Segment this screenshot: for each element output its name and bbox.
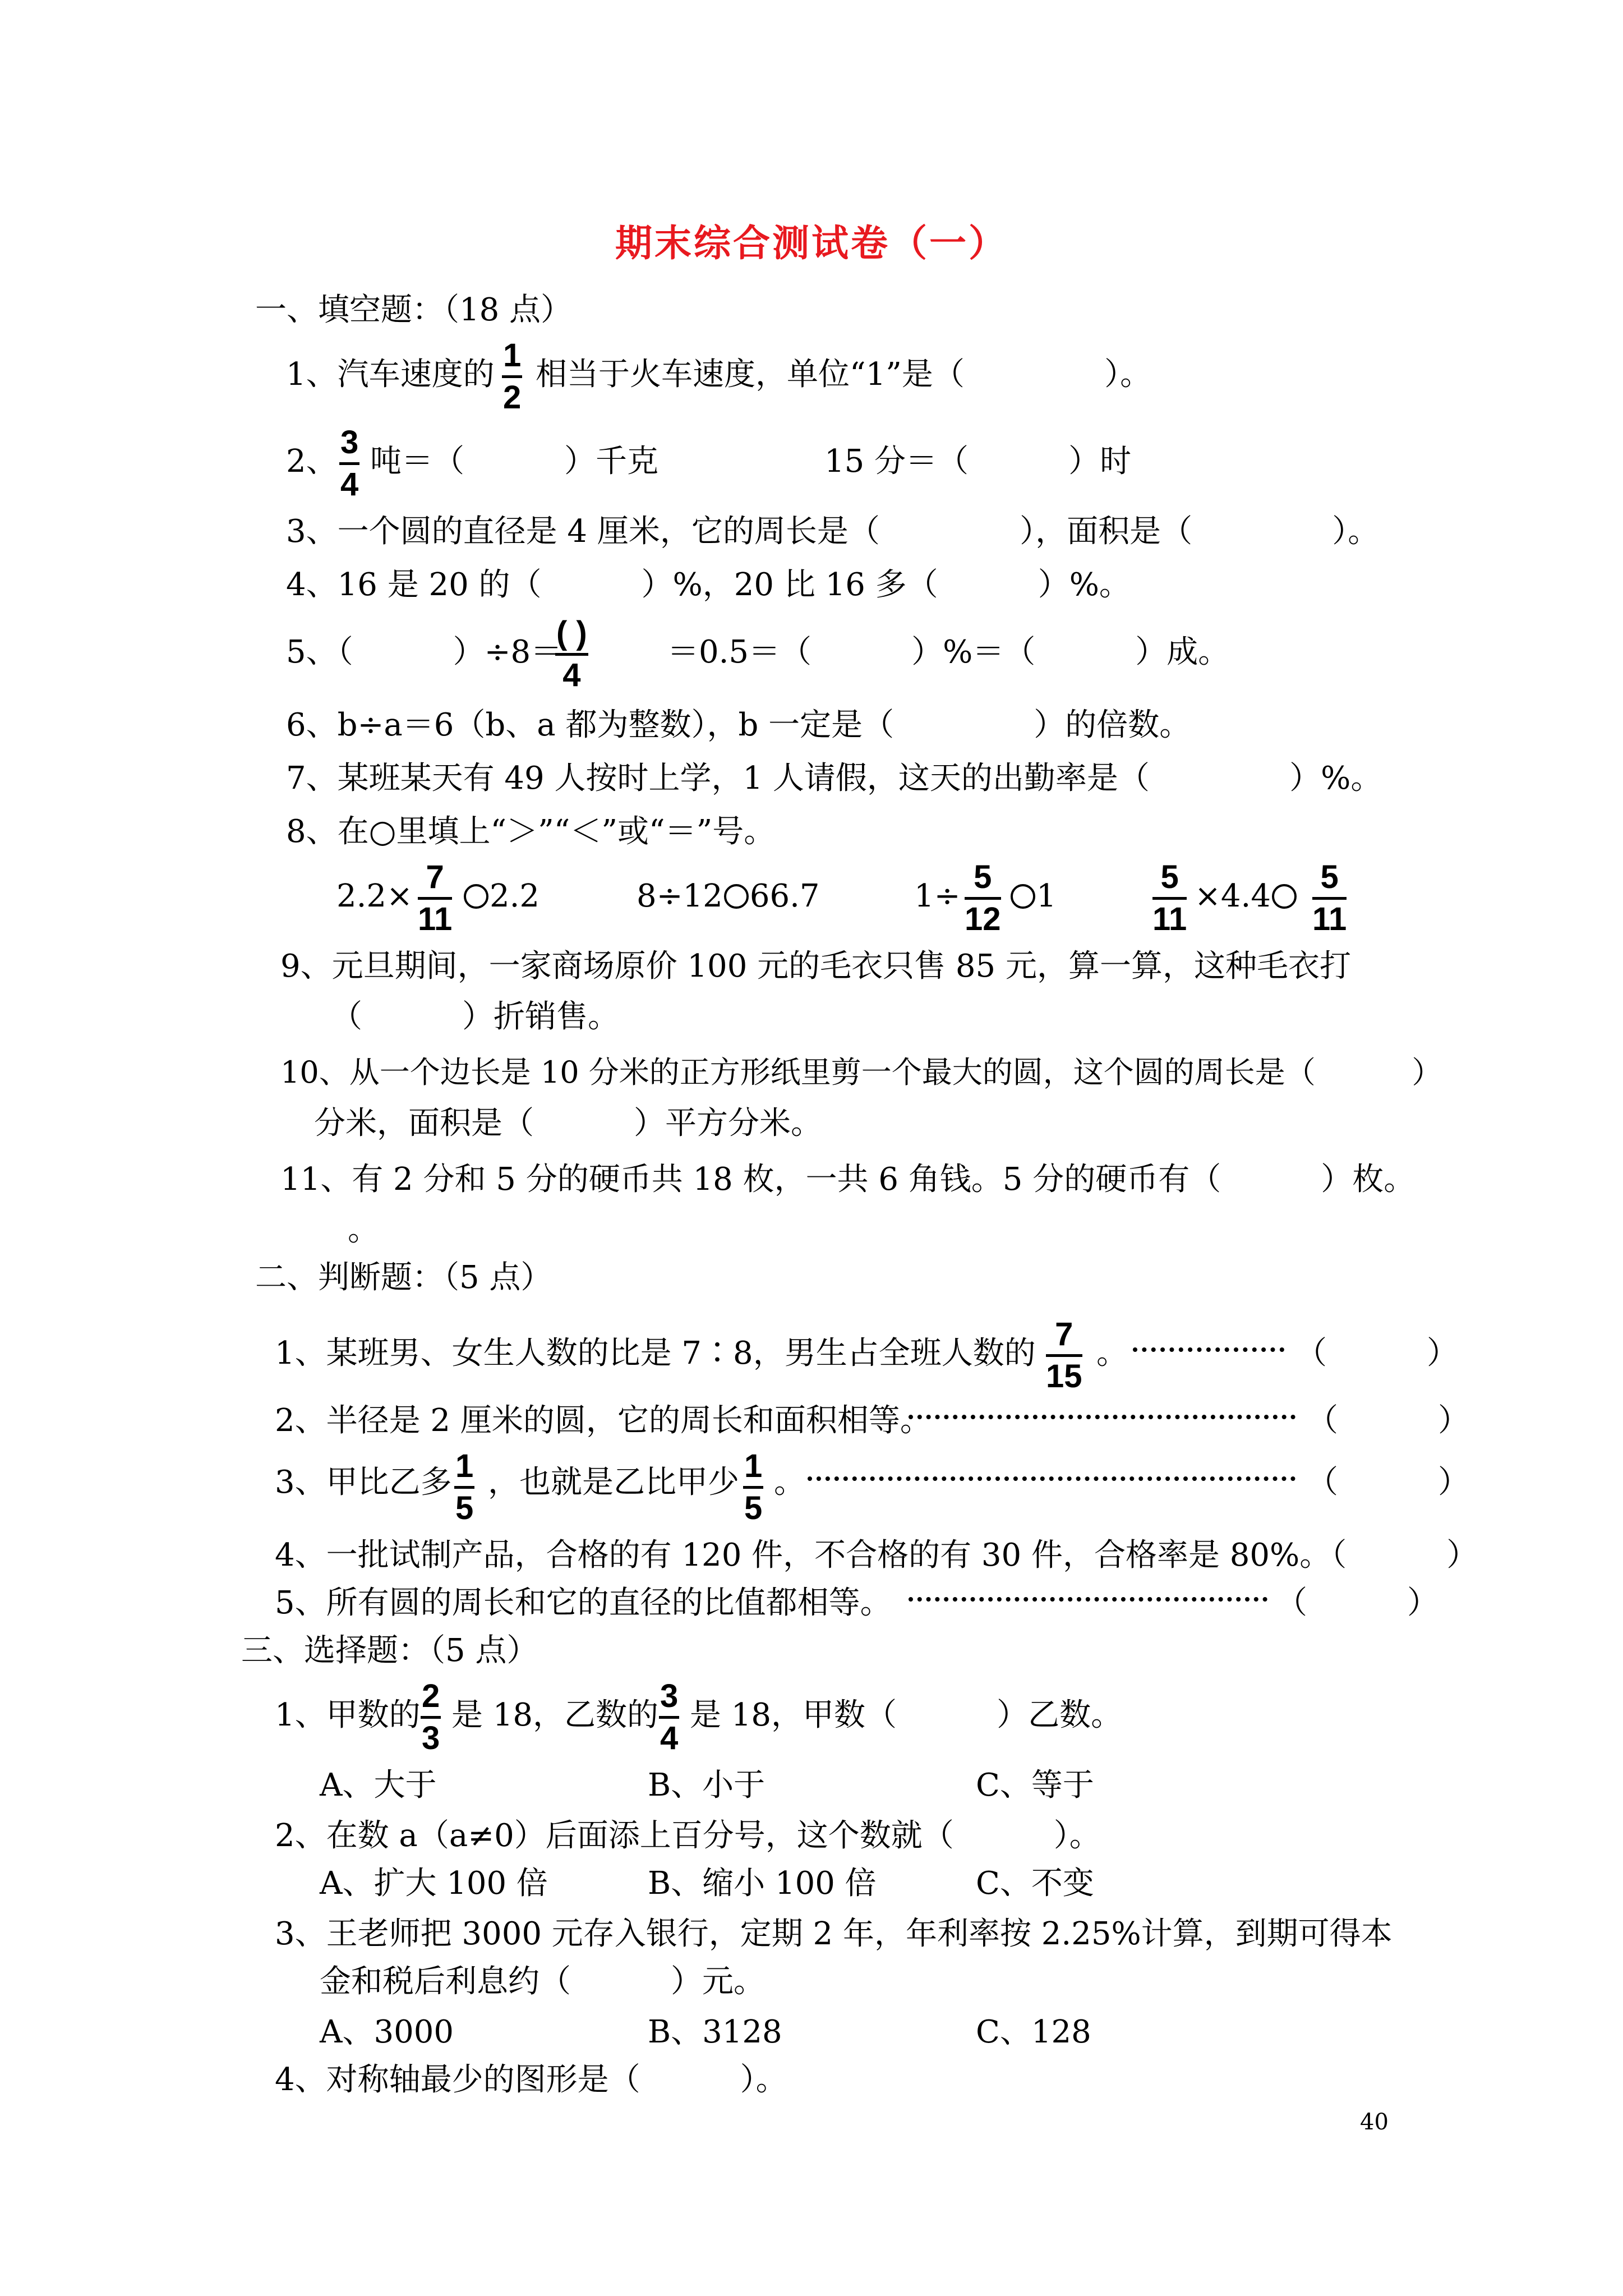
q3-3-option-a: A、3000 bbox=[320, 2014, 454, 2050]
q1-2-text-b: 吨＝（ ）千克 bbox=[370, 443, 659, 480]
fraction: 1 5 bbox=[455, 1448, 474, 1526]
q2-2-answer: （ ） bbox=[1307, 1402, 1470, 1439]
page-number: 40 bbox=[1360, 2109, 1389, 2135]
q2-5-text: 5、所有圆的周长和它的直径的比值都相等。 bbox=[275, 1585, 892, 1621]
q3-3-option-b: B、3128 bbox=[648, 2014, 782, 2050]
q1-8-item2 bbox=[637, 878, 820, 914]
q3-1-option-c: C、等于 bbox=[976, 1767, 1094, 1803]
dotted-leader bbox=[1133, 1347, 1284, 1352]
q2-1-text-a: 1、某班男、女生人数的比是 7∶8，男生占全班人数的 bbox=[275, 1335, 1036, 1372]
q3-2-option-b: B、缩小 100 倍 bbox=[648, 1865, 877, 1902]
fraction: 7 11 bbox=[418, 859, 453, 937]
section-heading-fill-blank: 一、填空题：（18 点） bbox=[255, 292, 573, 328]
q1-10-line2: 分米，面积是（ ）平方分米。 bbox=[314, 1105, 823, 1142]
q3-1-text-c: 是 18，甲数（ ）乙数。 bbox=[690, 1697, 1123, 1733]
q3-2: 2、在数 a（a≠0）后面添上百分号，这个数就（ ）。 bbox=[275, 1818, 1101, 1854]
q2-3-text-a: 3、甲比乙多 bbox=[275, 1464, 452, 1501]
q1-7: 7、某班某天有 49 人按时上学，1 人请假，这天的出勤率是（ ）%。 bbox=[286, 760, 1382, 797]
q1-3: 3、一个圆的直径是 4 厘米，它的周长是（ ），面积是（ ）。 bbox=[286, 513, 1380, 550]
q1-2-text-a: 2、 bbox=[286, 443, 338, 480]
q2-1-answer: （ ） bbox=[1295, 1335, 1459, 1372]
circle-icon bbox=[724, 884, 749, 909]
q3-1-text-a: 1、甲数的 bbox=[275, 1697, 421, 1733]
dotted-leader bbox=[909, 1597, 1267, 1602]
q1-9-line1: 9、元旦期间，一家商场原价 100 元的毛衣只售 85 元，算一算，这种毛衣打 bbox=[280, 948, 1351, 984]
circle-icon bbox=[1011, 884, 1035, 909]
fraction: 1 2 bbox=[503, 337, 522, 416]
q3-1-option-a: A、大于 bbox=[320, 1767, 437, 1803]
q1-8-item4-a bbox=[1195, 878, 1298, 914]
circle-icon bbox=[464, 884, 488, 909]
q1-1-text-b: 相当于火车速度，单位“1”是（ ）。 bbox=[536, 356, 1152, 393]
q3-2-option-c: C、不变 bbox=[976, 1865, 1094, 1902]
q1-2-text-c: 15 分＝（ ）时 bbox=[824, 443, 1132, 480]
q2-2-text: 2、半径是 2 厘米的圆，它的周长和面积相等。 bbox=[275, 1402, 932, 1439]
q3-3-line1: 3、王老师把 3000 元存入银行，定期 2 年，年利率按 2.25%计算，到期可得本 bbox=[275, 1916, 1393, 1952]
q1-5-text-b: ＝0.5＝（ ）%＝（ ）成。 bbox=[667, 634, 1230, 670]
q2-3-text-b: ，也就是乙比甲少 bbox=[488, 1464, 739, 1501]
fraction: 5 11 bbox=[1312, 859, 1347, 937]
fraction: 2 3 bbox=[422, 1678, 440, 1756]
q1-6: 6、b÷a＝6（b、a 都为整数），b 一定是（ ）的倍数。 bbox=[286, 707, 1191, 743]
q2-3-answer: （ ） bbox=[1307, 1464, 1470, 1501]
fraction: 3 4 bbox=[660, 1678, 679, 1756]
dotted-leader bbox=[808, 1476, 1295, 1481]
q3-1-text-b: 是 18，乙数的 bbox=[451, 1697, 659, 1733]
q3-4: 4、对称轴最少的图形是（ ）。 bbox=[275, 2062, 787, 2098]
q1-8-item4-value: ×4.4 bbox=[1195, 878, 1271, 914]
q1-8-item3-a: 1÷ bbox=[914, 878, 961, 914]
q1-1-text-a: 1、汽车速度的 bbox=[286, 356, 495, 393]
section-heading-choice: 三、选择题：（5 点） bbox=[241, 1632, 538, 1669]
q3-3-option-c: C、128 bbox=[976, 2014, 1091, 2050]
fraction: 3 4 bbox=[340, 424, 359, 503]
q1-8-item2-a: 8÷12 bbox=[637, 878, 723, 914]
fraction: ( ) 4 bbox=[556, 615, 587, 693]
q1-9-line2: （ ）折销售。 bbox=[331, 999, 620, 1035]
q1-8-item1-value: 2.2 bbox=[490, 878, 540, 914]
q2-4: 4、一批试制产品，合格的有 120 件，不合格的有 30 件，合格率是 80%。（ ） bbox=[275, 1537, 1478, 1573]
fraction: 5 11 bbox=[1152, 859, 1187, 937]
fraction: 1 5 bbox=[744, 1448, 763, 1526]
q1-8-item1-a: 2.2× bbox=[336, 878, 413, 914]
q2-3-text-c: 。 bbox=[774, 1464, 805, 1501]
q1-8-item2-b: 66.7 bbox=[749, 878, 820, 914]
dotted-leader bbox=[909, 1415, 1295, 1419]
q3-1-option-b: B、小于 bbox=[648, 1767, 766, 1803]
q1-11-line2: 。 bbox=[348, 1212, 379, 1248]
q1-5-text-a: 5、（ ）÷8＝ bbox=[286, 634, 562, 670]
q1-4: 4、16 是 20 的（ ）%，20 比 16 多（ ）%。 bbox=[286, 567, 1131, 603]
q1-8: 8、在○里填上“＞”“＜”或“＝”号。 bbox=[286, 813, 776, 850]
q3-2-option-a: A、扩大 100 倍 bbox=[320, 1865, 548, 1902]
q1-11-line1: 11、有 2 分和 5 分的硬币共 18 枚，一共 6 角钱。5 分的硬币有（ ）枚。 bbox=[280, 1161, 1415, 1198]
q1-10-line1: 10、从一个边长是 10 分米的正方形纸里剪一个最大的圆，这个圆的周长是（ ） bbox=[280, 1055, 1442, 1090]
circle-icon bbox=[1272, 884, 1297, 909]
fraction: 5 12 bbox=[965, 859, 1001, 937]
fraction: 7 15 bbox=[1046, 1316, 1082, 1395]
section-heading-true-false: 二、判断题：（5 点） bbox=[255, 1259, 552, 1296]
q3-3-line2: 金和税后利息约（ ）元。 bbox=[320, 1963, 766, 2000]
q2-5-answer: （ ） bbox=[1276, 1585, 1439, 1621]
q1-8-item3-b bbox=[1009, 878, 1057, 914]
q1-8-item1-b bbox=[463, 878, 540, 914]
page-title: 期末综合测试卷（一） bbox=[615, 221, 1008, 265]
q1-8-item3-value: 1 bbox=[1036, 878, 1057, 914]
q2-1-text-b: 。 bbox=[1096, 1335, 1128, 1372]
